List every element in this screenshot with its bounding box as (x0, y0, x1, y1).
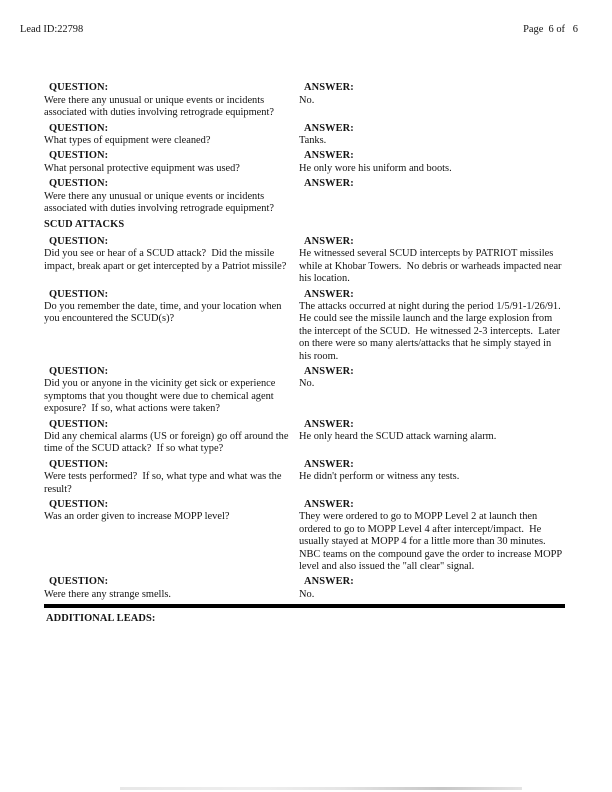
answer-text: No. (299, 378, 315, 390)
question-label: QUESTION: (49, 576, 109, 588)
answer-column (299, 499, 565, 573)
question-label: QUESTION: (49, 499, 109, 510)
answer-label: ANSWER: (304, 82, 354, 94)
question-column (44, 82, 291, 119)
qa-row (44, 459, 565, 496)
question-column (44, 289, 291, 326)
document-body (44, 82, 565, 625)
question-label: QUESTION: (49, 150, 109, 162)
answer-label: ANSWER: (304, 288, 354, 300)
answer-label: ANSWER: (304, 365, 354, 377)
answer-label: ANSWER: (304, 122, 354, 134)
answer-text: The attacks occurred at night during the period 1/5/91-1/26/91. He could see the missile launch and the large explosion from the intercept of the SCUD. He witnessed 2-3 intercepts. Later on there were so many alerts/attacks that he simply stayed in his room. (299, 300, 566, 362)
question-text: Was an order given to increase MOPP level? (44, 511, 230, 523)
answer-column (299, 178, 565, 190)
question-text: What personal protective equipment was used? (44, 162, 240, 174)
answer-text: He witnessed several SCUD intercepts by PATRIOT missiles while at Khobar Towers. No debris or warheads impacted near his location. (299, 248, 565, 285)
answer-text: He only heard the SCUD attack warning alarm. (299, 430, 497, 442)
question-column (44, 150, 291, 175)
question-text: Did you see or hear of a SCUD attack? Did the missile impact, break apart or get intercepted by a Patriot missile? (44, 248, 287, 272)
scan-artifact (120, 787, 522, 790)
answer-label: ANSWER: (304, 576, 354, 588)
answer-column (299, 123, 565, 148)
qa-row (44, 576, 565, 601)
answer-text: No. (299, 588, 315, 600)
question-column (44, 419, 291, 456)
question-column (44, 366, 291, 416)
qa-row (44, 366, 565, 416)
question-column (44, 499, 291, 524)
question-label: QUESTION: (49, 418, 109, 430)
answer-text: No. (299, 94, 315, 106)
question-column (44, 576, 291, 601)
question-text: Were tests performed? If so, what type and what was the result? (44, 471, 285, 495)
question-text: Were there any strange smells. (44, 588, 171, 600)
page-header (0, 0, 612, 36)
answer-column (299, 289, 565, 363)
answer-column (299, 82, 565, 107)
question-text: Did you or anyone in the vicinity get sick or experience symptoms that you thought were due to chemical agent exposure? If so, what actions were taken? (44, 378, 279, 415)
qa-row (44, 419, 565, 456)
qa-row (44, 499, 565, 573)
section-divider-rule (44, 604, 565, 608)
answer-label: ANSWER: (304, 150, 354, 162)
answer-column (299, 459, 565, 484)
question-label: QUESTION: (49, 235, 109, 247)
question-column (44, 236, 291, 273)
answer-text: He only wore his uniform and boots. (299, 162, 452, 174)
answer-text: Tanks. (299, 135, 327, 147)
qa-row (44, 289, 565, 363)
section-heading-scud-attacks: SCUD ATTACKS (44, 219, 125, 231)
question-text: Were there any unusual or unique events or incidents associated with duties involving retrograde equipment? (44, 190, 274, 215)
question-label: QUESTION: (49, 365, 109, 377)
qa-row (44, 82, 565, 119)
question-text: What types of equipment were cleaned? (44, 135, 211, 147)
question-label: QUESTION: (49, 82, 109, 94)
answer-column (299, 576, 565, 601)
question-label: QUESTION: (49, 458, 109, 470)
question-label: QUESTION: (49, 178, 109, 190)
answer-label: ANSWER: (304, 178, 354, 190)
answer-column (299, 419, 565, 444)
answer-text: He didn't perform or witness any tests. (299, 471, 460, 483)
qa-row (44, 123, 565, 148)
question-column (44, 459, 291, 496)
question-text: Were there any unusual or unique events or incidents associated with duties involving retrograde equipment? (44, 94, 274, 119)
question-text: Do you remember the date, time, and your location when you encountered the SCUD(s)? (44, 300, 285, 325)
question-label: QUESTION: (49, 122, 109, 134)
page-number-label: Page 6 of 6 (523, 24, 578, 35)
answer-label: ANSWER: (304, 235, 354, 247)
question-column (44, 123, 291, 148)
additional-leads-label: ADDITIONAL LEADS: (46, 612, 156, 624)
answer-column (299, 236, 565, 286)
answer-label: ANSWER: (304, 458, 354, 470)
qa-row (44, 178, 565, 215)
question-text: Did any chemical alarms (US or foreign) go off around the time of the SCUD attack? If so what type? (44, 430, 292, 455)
answer-text: They were ordered to go to MOPP Level 2 at launch then ordered to go to MOPP Level 4 after intercept/impact. He usually stayed at MOPP 4 for a little more than 30 minutes. NBC teams on the compound gave the order to increase MOPP level and also issued the "all clear" signal. (299, 511, 565, 573)
qa-row (44, 150, 565, 175)
question-label: QUESTION: (49, 288, 109, 300)
qa-row (44, 236, 565, 286)
answer-label: ANSWER: (304, 418, 354, 430)
answer-column (299, 150, 565, 175)
answer-label: ANSWER: (304, 499, 354, 510)
answer-column (299, 366, 565, 391)
question-column (44, 178, 291, 215)
lead-id-label: Lead ID:22798 (20, 24, 84, 35)
